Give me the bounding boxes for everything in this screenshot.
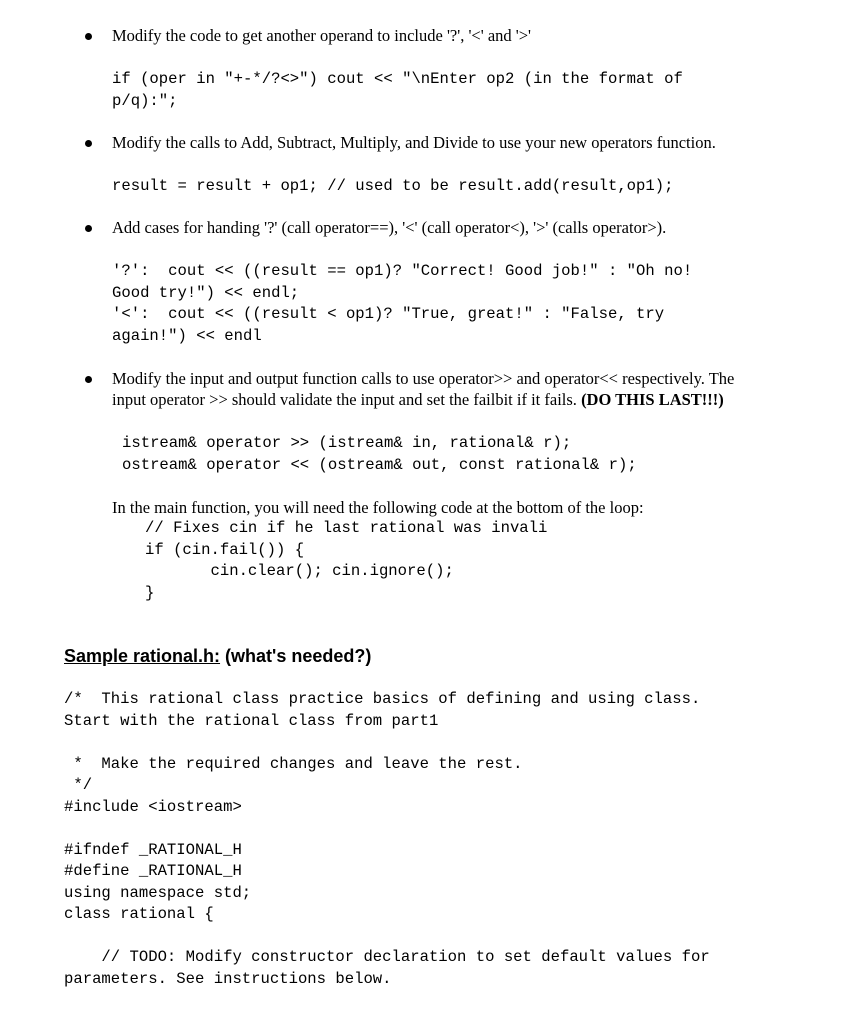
instruction-text: Modify the input and output function calls to use operator>> and operator<< respectively. The xyxy=(112,369,735,388)
code-snippet: result = result + op1; // used to be result.add(result,op1); xyxy=(112,177,674,195)
instruction-emphasis: (DO THIS LAST!!!) xyxy=(581,390,724,409)
bullet-marker xyxy=(85,33,92,40)
instruction-text-plain: input operator >> should validate the input and set the failbit if it fails. xyxy=(112,390,582,409)
rational-header-code: /* This rational class practice basics of defining and using class. Start with the rational class from part1 * Make the required changes and leave the rest. */ #include <iostream> #ifndef _RATIONAL_H #define _RATIONAL_H using namespace std; class rational { // TODO: Modify constructor declaration to set default values for parameters. See instructions below. xyxy=(64,690,710,988)
instruction-text: Modify the calls to Add, Subtract, Multiply, and Divide to use your new operators function. xyxy=(112,133,716,152)
section-heading xyxy=(64,646,371,667)
code-snippet: // Fixes cin if he last rational was invali if (cin.fail()) { cin.clear(); cin.ignore(); } xyxy=(145,519,548,602)
instruction-text: Add cases for handing '?' (call operator==), '<' (call operator<), '>' (calls operator>). xyxy=(112,218,667,237)
bullet-marker xyxy=(85,376,92,383)
instruction-text: Modify the code to get another operand to include '?', '<' and '>' xyxy=(112,26,532,45)
code-snippet: if (oper in "+-*/?<>") cout << "\nEnter op2 (in the format of p/q):"; xyxy=(112,70,683,110)
heading-suffix: (what's needed?) xyxy=(220,646,372,666)
main-function-note: In the main function, you will need the following code at the bottom of the loop: xyxy=(112,498,644,517)
bullet-marker xyxy=(85,225,92,232)
instruction-text-line2 xyxy=(112,389,724,410)
code-snippet: '?': cout << ((result == op1)? "Correct! Good job!" : "Oh no! Good try!") << endl; '<': cout << ((result < op1)? "True, great!" : "False, try again!") << endl xyxy=(112,262,693,345)
sample-file-link[interactable]: Sample rational.h: xyxy=(64,646,221,666)
bullet-marker xyxy=(85,140,92,147)
code-snippet: istream& operator >> (istream& in, rational& r); ostream& operator << (ostream& out, const rational& r); xyxy=(122,434,637,474)
